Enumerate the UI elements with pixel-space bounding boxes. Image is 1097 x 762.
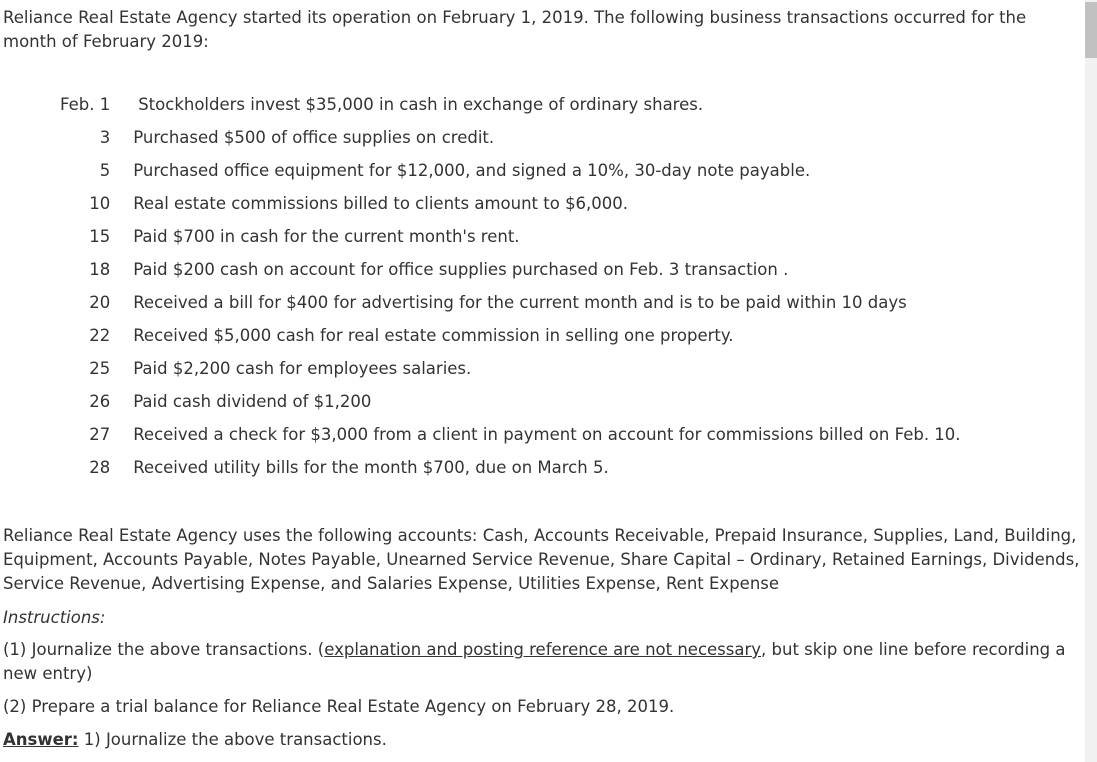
- vertical-scrollbar[interactable]: [1085, 0, 1097, 762]
- instruction-1-suffix: , but skip one line before recording a new entry): [3, 640, 1066, 683]
- intro-paragraph: Reliance Real Estate Agency started its operation on February 1, 2019. The following business transactions occurred for the month of February 2019:: [3, 8, 1027, 51]
- table-row: [60, 286, 961, 319]
- transaction-date: 3: [99, 128, 111, 147]
- transaction-date: 5: [99, 161, 111, 180]
- table-row: [60, 253, 961, 286]
- transaction-date: 10: [89, 194, 111, 213]
- table-row: [60, 319, 961, 352]
- instructions-heading: Instructions:: [3, 608, 106, 627]
- transaction-date: 25: [89, 359, 111, 378]
- answer-label: Answer:: [3, 730, 79, 749]
- table-row: [60, 121, 961, 154]
- table-row: [60, 418, 961, 451]
- transaction-description: Real estate commissions billed to clients amount to $6,000.: [133, 194, 629, 213]
- transaction-description: Received $5,000 cash for real estate commission in selling one property.: [133, 326, 734, 345]
- transaction-date: 28: [89, 458, 111, 477]
- transaction-date: 27: [89, 425, 111, 444]
- table-row: [60, 187, 961, 220]
- transaction-description: Received utility bills for the month $700, due on March 5.: [133, 458, 609, 477]
- transaction-date: 26: [89, 392, 111, 411]
- transaction-date: 18: [89, 260, 111, 279]
- accounts-paragraph: Reliance Real Estate Agency uses the following accounts: Cash, Accounts Receivable, Prepaid Insurance, Supplies, Land, Building, Equipment, Accounts Payable, Notes Payable, Unearned Service Revenue, Share Capital – Ordinary, Retained Earnings, Dividends, Service Revenue, Advertising Expense, and Salaries Expense, Utilities Expense, Rent Expense: [3, 526, 1080, 593]
- answer-text: 1) Journalize the above transactions.: [78, 730, 387, 749]
- table-row: [60, 451, 961, 484]
- transaction-description: Paid $2,200 cash for employees salaries.: [133, 359, 472, 378]
- transaction-date: 22: [89, 326, 111, 345]
- instruction-1-prefix: (1) Journalize the above transactions. (: [3, 640, 325, 659]
- answer-line: [3, 728, 387, 752]
- transaction-date: 15: [89, 227, 111, 246]
- scrollbar-thumb[interactable]: [1085, 2, 1097, 58]
- transaction-description: Received a bill for $400 for advertising for the current month and is to be paid within 10 days: [133, 293, 907, 312]
- table-row: [60, 220, 961, 253]
- instruction-item-2: (2) Prepare a trial balance for Reliance Real Estate Agency on February 28, 2019.: [3, 697, 675, 716]
- transaction-date: Feb. 1: [60, 95, 111, 114]
- table-row: [60, 88, 961, 121]
- table-row: [60, 352, 961, 385]
- transaction-description: Purchased office equipment for $12,000, and signed a 10%, 30-day note payable.: [133, 161, 811, 180]
- instruction-item-1: [3, 638, 1078, 686]
- transactions-table: [60, 88, 961, 484]
- transaction-description: Paid $700 in cash for the current month's rent.: [133, 227, 520, 246]
- transaction-description: Paid cash dividend of $1,200: [133, 392, 372, 411]
- table-row: [60, 385, 961, 418]
- transaction-description: Purchased $500 of office supplies on credit.: [133, 128, 495, 147]
- instruction-1-note: explanation and posting reference are not necessary: [324, 640, 762, 659]
- transaction-description: Stockholders invest $35,000 in cash in exchange of ordinary shares.: [138, 95, 704, 114]
- transaction-description: Received a check for $3,000 from a client in payment on account for commissions billed on Feb. 10.: [133, 425, 961, 444]
- transaction-date: 20: [89, 293, 111, 312]
- table-row: [60, 154, 961, 187]
- transaction-description: Paid $200 cash on account for office supplies purchased on Feb. 3 transaction .: [133, 260, 789, 279]
